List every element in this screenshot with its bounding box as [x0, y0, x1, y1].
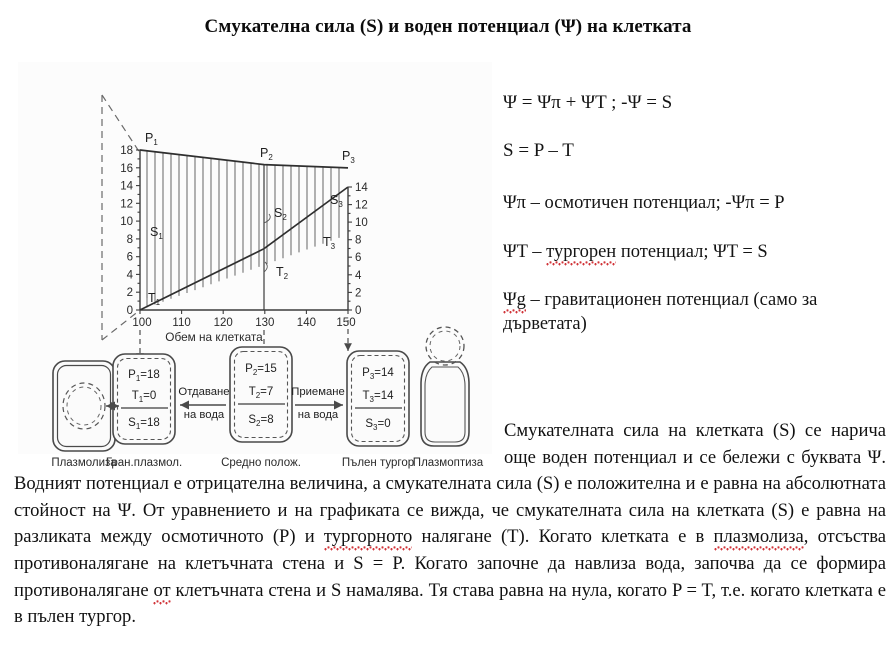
body-lead: Смукателната сила на клетката (S) се нарича още воден потенциал и се бележи с буквата Ψ. Водният потенциал е отрицателна величина, а смукателната сила (S) е положителна и е равна на абсолютната стойност на Ψ. От уравнението и на графиката се вижда, че смукателната сила на клетката (S) е равна на разликата между осмотичното (P) и: [14, 420, 886, 548]
figure-svg: [18, 62, 492, 469]
svg-text:4: 4: [355, 269, 362, 282]
svg-text:100: 100: [132, 317, 152, 329]
figure-text-wrap-spacer: [14, 418, 504, 470]
svg-text:10: 10: [355, 217, 368, 230]
spellcheck-word-plazmoliza: плазмолиза: [714, 526, 804, 551]
annotation-S3: $S_3$: [330, 193, 343, 209]
body-tail: клетъчната стена и S намалява. Тя става равна на нула, когато P = T, т.е. когато клетката е в пълен тургор.: [14, 579, 886, 628]
svg-text:10: 10: [120, 216, 133, 229]
cell-mid-position-S: $S_2=8$: [248, 414, 274, 428]
svg-text:4: 4: [126, 269, 133, 282]
cell-limit-plasmolysis-P: $P_1=18$: [128, 369, 160, 383]
svg-text:18: 18: [120, 145, 133, 157]
svg-text:0: 0: [126, 305, 133, 317]
spellcheck-word-turgornoto: тургорното: [324, 526, 412, 551]
svg-text:130: 130: [255, 317, 275, 329]
svg-text:120: 120: [213, 317, 233, 329]
formula-psi-definition: Ψ = Ψπ + ΨT ; -Ψ = S: [503, 92, 673, 113]
definition-osmotic: [503, 192, 893, 216]
cell-limit-plasmolysis-S: $S_1=18$: [128, 417, 160, 431]
body-mid2: , отсъства противоналягане на клетъчната стена и S = P. Когато започне да навлиза вода, започва да се формира противоналягане: [14, 526, 887, 601]
cell-full-turgor-T: $T_3=14$: [362, 390, 394, 404]
annotation-P1: $P_1$: [145, 131, 158, 147]
annotation-T3: $T_3$: [323, 235, 336, 251]
formula-suction-force: S = P – T: [503, 140, 574, 161]
arrow-uptake-water-line1: Приемане: [291, 386, 345, 398]
definition-osmotic-text: Ψπ – осмотичен потенциал; -Ψπ = P: [503, 193, 785, 213]
annotation-S1: $S_1$: [150, 225, 163, 241]
definition-gravitational: [503, 289, 893, 336]
svg-text:6: 6: [355, 252, 362, 265]
svg-text:110: 110: [172, 317, 191, 329]
cell-mid-position-P: $P_2=15$: [245, 363, 277, 377]
arrow-release-water-line1: Отдаване: [178, 386, 230, 398]
svg-text:6: 6: [126, 251, 133, 264]
cell-limit-plasmolysis-T: $T_1=0$: [131, 390, 157, 404]
definition-turgor-pre: ΨT –: [503, 241, 547, 262]
annotation-T2: $T_2$: [276, 265, 289, 281]
svg-text:0: 0: [355, 305, 362, 317]
annotation-T1: $T_1$: [148, 291, 161, 307]
svg-text:8: 8: [355, 234, 362, 247]
cell-mid-position-T: $T_2=7$: [248, 386, 274, 400]
svg-text:14: 14: [120, 180, 133, 193]
definition-turgor-post: потенциал; ΨT = S: [616, 241, 768, 262]
cell-full-turgor-S: $S_3=0$: [365, 418, 391, 432]
svg-text:12: 12: [355, 199, 368, 212]
figure-water-potential-diagram: [18, 62, 492, 469]
svg-text:150: 150: [336, 317, 356, 329]
body-mid1: налягане (T). Когато клетката е в: [412, 526, 714, 548]
definition-gravitational-post: – гравитационен потенциал (само за дърветата): [503, 290, 818, 335]
cell-plasmoptysis-caption: Плазмоптиза: [412, 457, 484, 469]
cell-plasmolysis-caption: Плазмолиза: [51, 457, 117, 469]
spellcheck-word-ot: от: [153, 580, 170, 605]
annotation-P3: $P_3$: [342, 149, 355, 165]
x-axis-title: Обем на клетката: [165, 330, 263, 344]
svg-text:140: 140: [296, 317, 316, 329]
annotation-S2: $S_2$: [274, 206, 287, 222]
svg-text:8: 8: [126, 233, 133, 246]
cell-mid-position-caption: Средно полож.: [221, 457, 301, 469]
cell-full-turgor-caption: Пълен тургор: [341, 457, 415, 469]
svg-text:2: 2: [355, 287, 362, 300]
svg-text:14: 14: [355, 182, 368, 194]
spellcheck-word-turgoren: тургорен: [546, 242, 616, 266]
svg-text:2: 2: [126, 287, 133, 300]
svg-text:16: 16: [120, 162, 133, 175]
svg-text:12: 12: [120, 198, 133, 211]
body-paragraph: [14, 418, 886, 631]
spellcheck-word-psig: Ψg: [503, 290, 526, 314]
arrow-release-water-line2: на вода: [183, 409, 225, 421]
cell-full-turgor-P: $P_3=14$: [362, 367, 394, 381]
definition-block: [503, 192, 893, 362]
annotation-P2: $P_2$: [260, 146, 273, 162]
page-title: Смукателна сила (S) и воден потенциал (Ψ) на клетката: [204, 16, 692, 37]
definition-turgor: [503, 241, 893, 265]
cell-limit-plasmolysis-caption: Гран.плазмол.: [105, 457, 183, 469]
formula-block: [503, 92, 888, 188]
arrow-uptake-water-line2: на вода: [297, 409, 339, 421]
